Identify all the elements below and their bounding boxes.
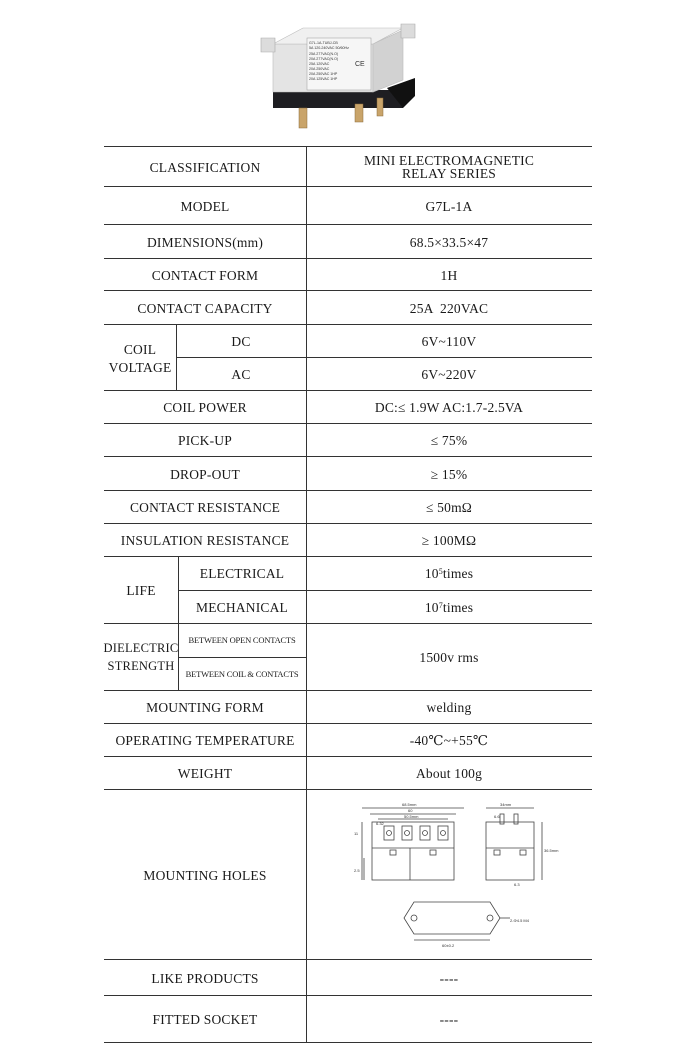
ac-value: 6V~220V — [421, 367, 477, 382]
row-value: welding — [426, 700, 472, 715]
row-model — [104, 186, 592, 225]
row-label: CONTACT RESISTANCE — [129, 500, 281, 515]
value-line: MINI ELECTROMAGNETIC — [363, 153, 535, 168]
row-label: MODEL — [180, 198, 230, 214]
row-value: ≤ 75% — [430, 433, 468, 448]
photo-label-line: 5A 120-240VAC 50/60Hz — [309, 46, 349, 50]
row-value: ---- — [439, 1011, 459, 1027]
row-weight — [104, 756, 592, 790]
value-base: 10 — [424, 600, 439, 615]
row-label: DIMENSIONS(mm) — [146, 234, 264, 250]
row-label: COIL POWER — [163, 400, 247, 415]
row-dielectric-strength — [104, 623, 592, 691]
row-value: About 100g — [415, 766, 483, 781]
label-line: DIELECTRIC — [103, 641, 179, 655]
photo-label-line: 20A 277VAC(N.O) — [309, 57, 339, 61]
mounting-holes-drawing — [350, 800, 560, 955]
row-label — [104, 624, 178, 691]
dc-value: 6V~110V — [421, 333, 477, 349]
row-label: INSULATION RESISTANCE — [120, 533, 290, 548]
value-exponent: 7 — [438, 601, 443, 610]
between-coil-contacts-label: BETWEEN COIL & CONTACTS — [185, 669, 299, 679]
row-label: FITTED SOCKET — [152, 1011, 258, 1027]
row-coil-power — [104, 390, 592, 424]
row-contact-capacity — [104, 290, 592, 325]
photo-label-line: 20A 250VAC — [309, 67, 330, 71]
mechanical-label: MECHANICAL — [196, 600, 288, 615]
electrical-label: ELECTRICAL — [199, 566, 285, 581]
row-value: ≥ 15% — [430, 466, 468, 482]
row-insulation-resistance — [104, 523, 592, 557]
row-label: WEIGHT — [177, 766, 233, 781]
dc-label: DC — [231, 333, 251, 349]
value-unit: times — [442, 566, 474, 581]
label-line: STRENGTH — [107, 659, 175, 673]
row-value: 1500v rms — [419, 650, 479, 665]
row-classification — [104, 146, 592, 187]
row-pick-up — [104, 423, 592, 457]
row-value: 68.5×33.5×47 — [409, 234, 489, 250]
row-value — [306, 147, 592, 187]
photo-label-line: G7L-1A-TUBJ-CB — [309, 41, 338, 45]
dim-overall: 68.5mm — [402, 802, 417, 807]
row-value: 25A 220VAC — [409, 300, 489, 316]
row-label: CLASSIFICATION — [149, 159, 261, 175]
row-operating-temperature — [104, 723, 592, 757]
row-label: CONTACT FORM — [151, 267, 259, 283]
row-value: 1H — [440, 267, 458, 283]
between-open-contacts-label: BETWEEN OPEN CONTACTS — [188, 635, 296, 645]
photo-label-line: 20A 250VAC 1HP — [309, 72, 338, 76]
row-like-products — [104, 959, 592, 996]
relay-product-photo — [255, 8, 425, 136]
row-contact-form — [104, 258, 592, 291]
row-value: G7L-1A — [425, 198, 473, 214]
row-value: ≥ 100MΩ — [421, 533, 477, 548]
row-value: -40℃~+55℃ — [409, 733, 489, 748]
mechanical-value — [306, 591, 592, 624]
dim-bottom-width: 60±0.2 — [442, 943, 455, 948]
row-label: DROP-OUT — [170, 466, 240, 482]
value-exponent: 5 — [438, 567, 443, 576]
row-value: ≤ 50mΩ — [425, 500, 473, 515]
row-label: LIFE — [126, 583, 156, 598]
dim-side-base: 6.3 — [514, 882, 520, 887]
row-value: DC:≤ 1.9W AC:1.7-2.5VA — [374, 400, 524, 415]
label-line: VOLTAGE — [108, 359, 172, 375]
value-line: RELAY SERIES — [401, 166, 497, 181]
photo-label-line: 25A 120VAC — [309, 62, 330, 66]
dim-side-width: 34mm — [500, 802, 512, 807]
row-drop-out — [104, 456, 592, 491]
row-value: ---- — [439, 970, 459, 986]
row-life — [104, 556, 592, 624]
dim-h1: 11 — [354, 831, 359, 836]
photo-label-line: 20A 125VAC 1HP — [309, 77, 338, 81]
dim-h2: 2.5 — [354, 868, 360, 873]
dim-inner: 60 — [408, 808, 413, 813]
row-label: MOUNTING FORM — [146, 700, 264, 715]
row-label — [104, 325, 176, 391]
label-line: COIL — [123, 341, 157, 357]
dim-side-pin: 6.6 — [494, 814, 500, 819]
row-label: PICK-UP — [178, 433, 232, 448]
ac-label: AC — [231, 367, 251, 382]
row-label: CONTACT CAPACITY — [137, 300, 273, 316]
row-contact-resistance — [104, 490, 592, 524]
row-fitted-socket — [104, 995, 592, 1043]
value-base: 10 — [424, 566, 439, 581]
ce-mark: CE — [355, 61, 365, 68]
dim-pin: 6.32 — [376, 821, 384, 826]
row-coil-voltage — [104, 324, 592, 391]
row-label: LIKE PRODUCTS — [151, 970, 259, 986]
row-mounting-form — [104, 690, 592, 724]
row-label: MOUNTING HOLES — [143, 867, 267, 883]
value-unit: times — [442, 600, 474, 615]
row-dimensions — [104, 224, 592, 259]
dim-side-height: 36.5mm — [544, 848, 559, 853]
photo-label-line: 25A 277VAC(N.O) — [309, 52, 339, 56]
row-label: OPERATING TEMPERATURE — [115, 733, 295, 748]
dim-pitch: 50.5mm — [404, 814, 419, 819]
dim-hole: 2-Φ4.5 M4 — [510, 918, 529, 923]
electrical-value — [306, 557, 592, 590]
